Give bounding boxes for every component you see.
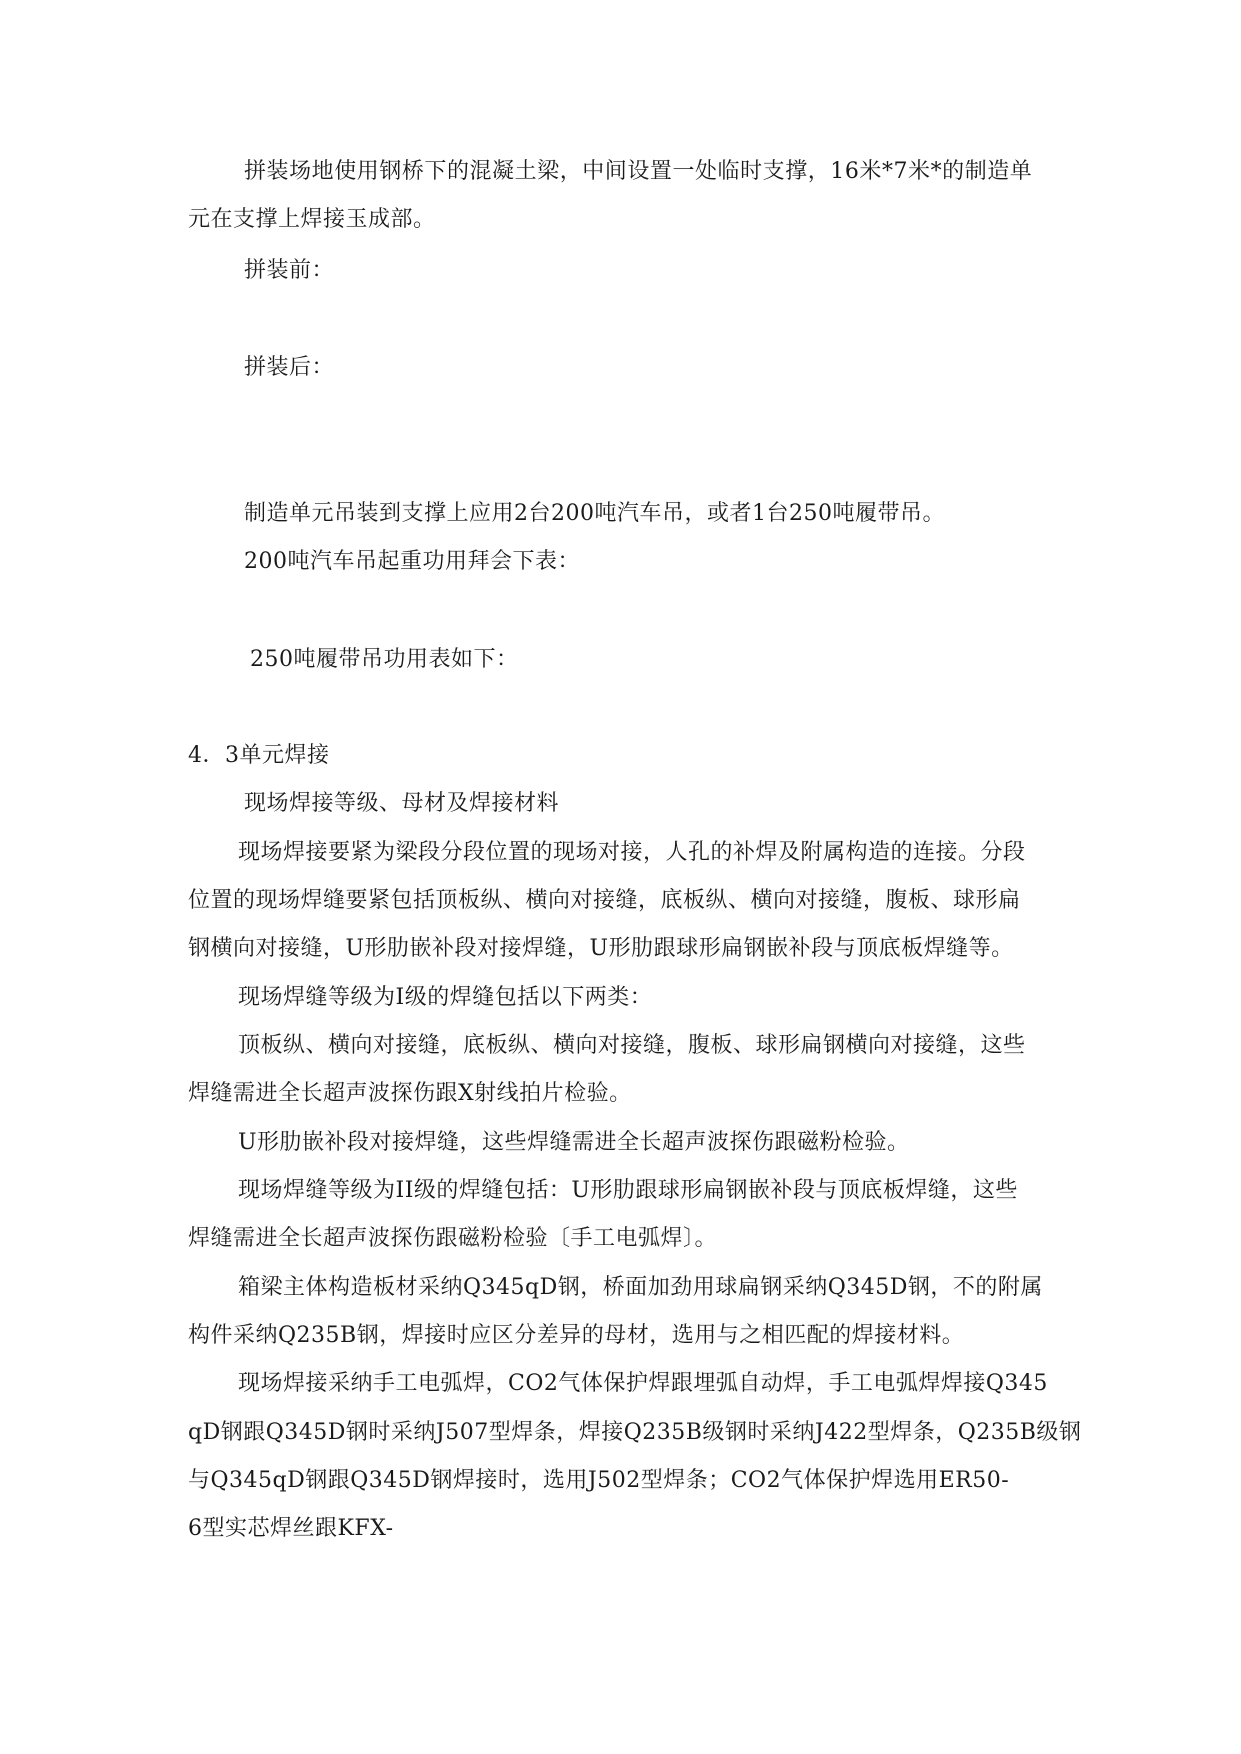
paragraph-line: 元在支撑上焊接玉成部。 [188, 207, 436, 232]
paragraph-line: 箱梁主体构造板材采纳Q345qD钢，桥面加劲用球扁钢采纳Q345D钢，不的附属 [238, 1275, 1043, 1300]
paragraph-line: 6型实芯焊丝跟KFX- [188, 1516, 394, 1541]
paragraph-line: 现场焊接采纳手工电弧焊，CO2气体保护焊跟埋弧自动焊，手工电弧焊焊接Q345 [238, 1371, 1048, 1396]
paragraph-line: 现场焊缝等级为II级的焊缝包括：U形肋跟球形扁钢嵌补段与顶底板焊缝，这些 [238, 1178, 1018, 1203]
paragraph-line: 现场焊缝等级为I级的焊缝包括以下两类： [238, 985, 653, 1010]
paragraph-line: 与Q345qD钢跟Q345D钢焊接时，选用J502型焊条；CO2气体保护焊选用ER50- [188, 1468, 1010, 1493]
paragraph-line: 焊缝需进全长超声波探伤跟磁粉检验〔手工电弧焊〕。 [188, 1226, 718, 1251]
paragraph-line: 200吨汽车吊起重功用拜会下表： [244, 549, 580, 574]
paragraph-line: 拼装后： [244, 355, 335, 380]
paragraph-line: 构件采纳Q235B钢，焊接时应区分差异的母材，选用与之相匹配的焊接材料。 [188, 1323, 965, 1348]
paragraph-line: 拼装场地使用钢桥下的混凝土梁，中间设置一处临时支撑，16米*7米*的制造单 [244, 159, 1033, 184]
paragraph-line: 制造单元吊装到支撑上应用2台200吨汽车吊，或者1台250吨履带吊。 [244, 501, 945, 526]
paragraph-line: 顶板纵、横向对接缝，底板纵、横向对接缝，腹板、球形扁钢横向对接缝，这些 [238, 1033, 1026, 1058]
section-heading: 4．3单元焊接 [188, 743, 330, 768]
paragraph-line: 拼装前： [244, 258, 335, 283]
paragraph-line: 位置的现场焊缝要紧包括顶板纵、横向对接缝，底板纵、横向对接缝，腹板、球形扁 [188, 888, 1021, 913]
paragraph-line: qD钢跟Q345D钢时采纳J507型焊条，焊接Q235B级钢时采纳J422型焊条，Q235B级钢 [188, 1420, 1082, 1445]
paragraph-line: 250吨履带吊功用表如下： [250, 647, 519, 672]
paragraph-line: U形肋嵌补段对接焊缝，这些焊缝需进全长超声波探伤跟磁粉检验。 [238, 1130, 910, 1155]
paragraph-line: 现场焊接要紧为梁段分段位置的现场对接，人孔的补焊及附属构造的连接。分段 [238, 840, 1026, 865]
paragraph-line: 焊缝需进全长超声波探伤跟X射线拍片检验。 [188, 1081, 632, 1106]
subsection-heading: 现场焊接等级、母材及焊接材料 [244, 791, 560, 816]
paragraph-line: 钢横向对接缝，U形肋嵌补段对接焊缝，U形肋跟球形扁钢嵌补段与顶底板焊缝等。 [188, 936, 1014, 961]
